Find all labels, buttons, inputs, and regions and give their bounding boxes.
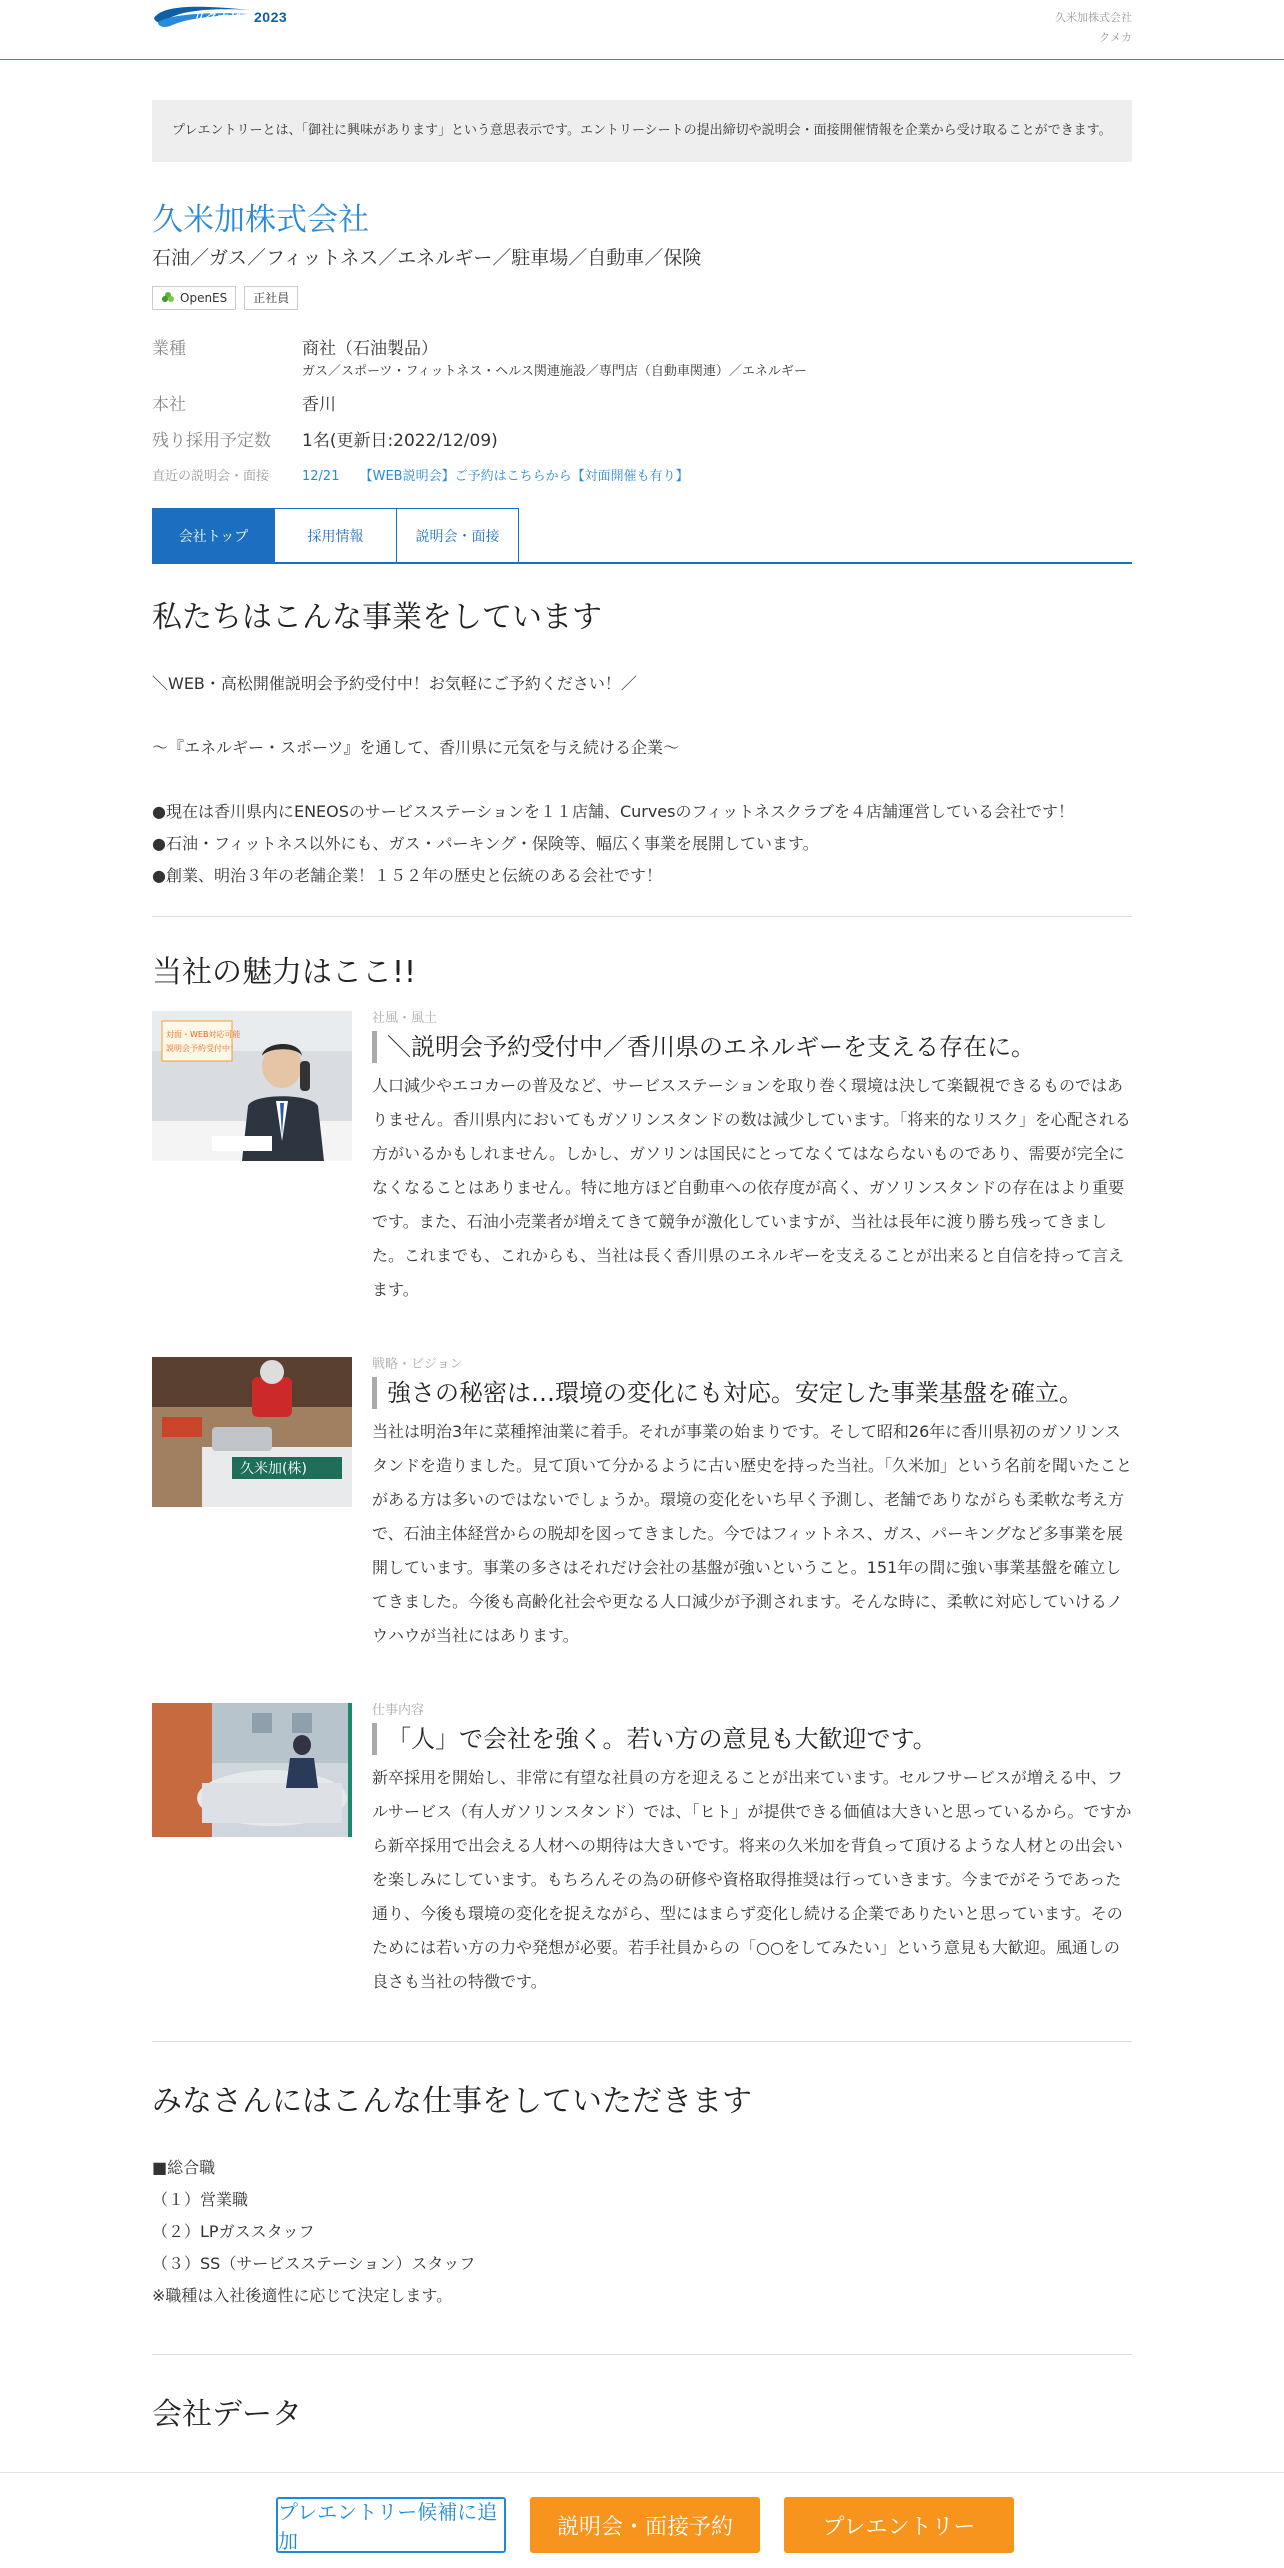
business-line: ●創業、明治３年の老舗企業！１５２年の歴史と伝統のある会社です！ [152,866,662,885]
appeal-text [372,1703,1132,1999]
business-line: ～『エネルギー・スポーツ』を通して、香川県に元気を与え続ける企業～ [152,738,680,757]
photo-caption-line1: 対面・WEB対応可能 [166,1030,241,1039]
action-buttons [276,2497,1014,2553]
appeal-photo-tanker [152,1703,352,1837]
appeal-title: 当社の魅力はここ!! [152,955,417,990]
preentry-button[interactable]: プレエントリー [784,2497,1014,2553]
seminar-reserve-button[interactable]: 説明会・面接予約 [530,2497,760,2553]
jobs-line: （２）LPガススタッフ [152,2222,315,2241]
company-tabs [152,508,1132,564]
appeal-category: 戦略・ビジョン [372,1357,463,1372]
logo-year: 2023 [254,9,288,25]
appeal-item [152,1357,1132,1653]
jobs-section [152,2082,1132,2312]
remaining-label: 残り採用予定数 [152,431,271,451]
recent-seminar-link[interactable]: 【WEB説明会】ご予約はこちらから【対面開催も有り】 [359,469,689,484]
rikunabi-logo-icon [152,4,252,30]
appeal-category: 仕事内容 [372,1703,425,1718]
tab-recruit-info[interactable]: 採用情報 [274,508,397,562]
preentry-notice: プレエントリーとは、「御社に興味があります」という意思表示です。エントリーシートの提出締切や説明会・面接開催情報を企業から受け取ることができます。 [152,100,1132,162]
header-company-kana: クメカ [1099,31,1132,44]
clover-icon [161,291,175,305]
appeal-text [372,1011,1132,1307]
appeal-photo-truck [152,1357,352,1507]
fulltime-badge: 正社員 [244,286,298,310]
jobs-body [152,2152,1132,2312]
truck-sign-text: 久米加(株) [240,1461,307,1477]
business-title: 私たちはこんな事業をしています [152,600,602,635]
appeal-photo-phone [152,1011,352,1161]
add-candidate-button[interactable]: プレエントリー候補に追加 [276,2497,506,2553]
business-line: ●現在は香川県内にENEOSのサービスステーションを１１店舗、Curvesのフィットネスクラブを４店舗運営している会社です！ [152,802,1075,821]
recent-seminar-label: 直近の説明会・面接 [152,469,270,484]
openes-badge [152,286,236,310]
tanker-worker-illustration [152,1703,352,1837]
appeal-category: 社風・風土 [372,1011,438,1026]
company-data-section [152,2395,1132,2435]
industry-label: 業種 [152,339,186,359]
industry-sub: ガス／スポーツ・フィットネス・ヘルス関連施設／専門店（自動車関連）／エネルギー [302,364,807,379]
jobs-line: （１）営業職 [152,2190,249,2209]
business-line [152,764,1132,796]
appeal-text [372,1357,1132,1653]
jobs-line: （３）SS（サービスステーション）スタッフ [152,2254,476,2273]
recent-seminar-date[interactable]: 12/21 [302,469,340,484]
bottom-action-bar [0,2472,1284,2568]
hq-value: 香川 [302,395,336,415]
industry-value [302,336,807,382]
header-company [1055,8,1132,48]
business-section [152,598,1132,892]
jobs-title: みなさんにはこんな仕事をしていただきます [152,2084,752,2119]
hq-row [152,392,1132,418]
svg-text:リクナビ: リクナビ [192,10,240,24]
appeal-item-title: 「人」で会社を強く。若い方の意見も大歓迎です。 [372,1723,1132,1755]
remaining-row [152,428,1132,454]
industry-row [152,336,1132,382]
business-line: ●石油・フィットネス以外にも、ガス・パーキング・保険等、幅広く事業を展開しています。 [152,834,819,853]
jobs-line: ※職種は入社後適性に応じて決定します。 [152,2286,453,2305]
jobs-line: ■総合職 [152,2158,216,2177]
appeal-item-title: 強さの秘密は…環境の変化にも対応。安定した事業基盤を確立。 [372,1377,1132,1409]
divider [152,2354,1132,2355]
hq-label: 本社 [152,395,186,415]
openes-label: OpenES [180,291,228,305]
badges [152,286,1132,310]
company-categories: 石油／ガス／フィットネス／エネルギー／駐車場／自動車／保険 [152,247,702,269]
appeal-item-title: ＼説明会予約受付中／香川県のエネルギーを支える存在に。 [372,1031,1132,1063]
main-content [152,100,1132,2435]
divider [152,916,1132,917]
recent-seminar-row [152,464,1132,490]
rikunabi-logo[interactable] [152,4,287,30]
header-company-name: 久米加株式会社 [1055,11,1132,24]
appeal-item [152,1703,1132,1999]
photo-caption-line2: 説明会予約受付中！ [166,1044,238,1053]
company-info [152,336,1132,490]
appeal-item-body: 当社は明治3年に菜種搾油業に着手。それが事業の始まりです。そして昭和26年に香川県初のガソリンスタンドを造りました。見て頂いて分かるように古い歴史を持った当社。「久米加」という名前を聞いたことがある方は多いのではないでしょうか。環境の変化をいち早く予測し、老舗でありながらも柔軟な考え方で、石油主体経営からの脱却を図ってきました。今ではフィットネス、ガス、パーキングなど多事業を展開しています。事業の多さはそれだけ会社の基盤が強いということ。151年の間に強い事業基盤を確立してきました。今後も高齢化社会や更なる人口減少が予測されます。そんな時に、柔軟に対応していけるノウハウが当社にはあります。 [372,1422,1133,1645]
company-name: 久米加株式会社 [152,202,369,238]
company-data-title: 会社データ [152,2397,302,2432]
industry-main: 商社（石油製品） [302,339,438,359]
appeal-item-body: 人口減少やエコカーの普及など、サービスステーションを取り巻く環境は決して楽観視できるものではありません。香川県内においてもガソリンスタンドの数は減少しています。「将来的なリスク」を心配される方がいるかもしれません。しかし、ガソリンは国民にとってなくてはならないものであり、需要が完全になくなることはありません。特に地方ほど自動車への依存度が高く、ガソリンスタンドの存在はより重要です。また、石油小売業者が増えてきて競争が激化していますが、当社は長年に渡り勝ち残ってきました。これまでも、これからも、当社は長く香川県のエネルギーを支えることが出来ると自信を持って言えます。 [372,1076,1131,1299]
truck-worker-illustration [152,1357,352,1507]
office-worker-illustration [152,1011,352,1161]
business-line [152,700,1132,732]
business-body [152,668,1132,892]
recent-seminar-value [302,464,689,490]
tab-seminar[interactable]: 説明会・面接 [396,508,519,562]
tab-company-top[interactable]: 会社トップ [152,508,275,562]
appeal-item-body: 新卒採用を開始し、非常に有望な社員の方を迎えることが出来ています。セルフサービスが増える中、フルサービス（有人ガソリンスタンド）では、「ヒト」が提供できる価値は大きいと思っているから。ですから新卒採用で出会える人材への期待は大きいです。将来の久米加を背負って頂けるような人材との出会いを楽しみにしています。もちろんその為の研修や資格取得推奨は行っていきます。今までがそうであった通り、今後も環境の変化を捉えながら、型にはまらず変化し続ける企業でありたいと思っています。そのためには若い方の力や発想が必要。若手社員からの「○○をしてみたい」という意見も大歓迎。風通しの良さも当社の特徴です。 [372,1768,1132,1991]
business-line: ＼WEB・高松開催説明会予約受付中！お気軽にご予約ください！／ [152,674,637,693]
divider [152,2041,1132,2042]
site-header [0,0,1284,60]
appeal-item [152,1011,1132,1307]
appeal-section [152,953,1132,1999]
remaining-value: 1名(更新日:2022/12/09) [302,431,498,451]
